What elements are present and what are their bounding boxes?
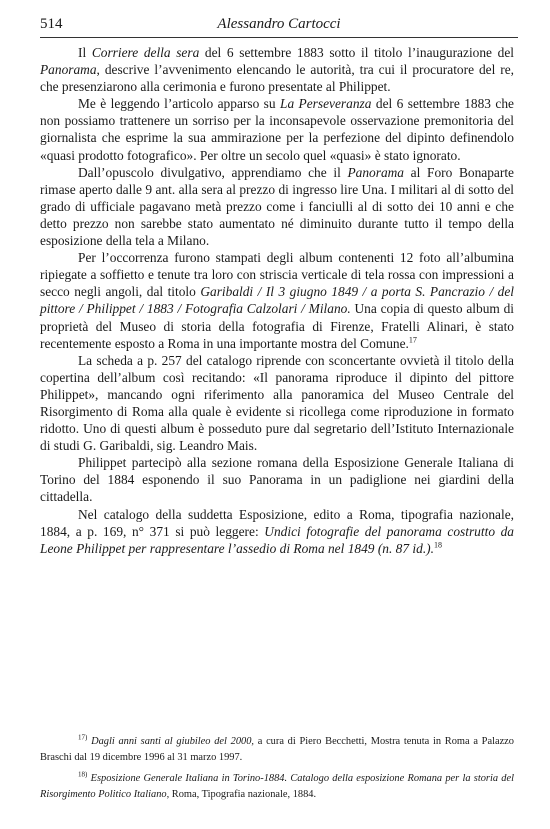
work-title: Panorama: [347, 164, 405, 180]
paragraph-2: Me è leggendo l’articolo apparso su La Perseveranza del 6 settembre 1883 che non possiamo trattenere un sorriso per la inconsapevole osservazione premonitoria del giornalista che esprime la sua ammirazione per la perfezione del dipinto definendolo «quasi prodotto fotografico». Per oltre un secolo quel «quasi» è stato ignorato.: [40, 96, 514, 163]
paragraph-6: Philippet partecipò alla sezione romana della Esposizione Generale Italiana di Torino del 1884 esponendo il suo Panorama in un padiglione nei giardini della cittadella.: [40, 455, 514, 505]
paragraph-7: Nel catalogo della suddetta Esposizione, edito a Roma, tipografia nazionale, 1884, a p. 169, n° 371 si può leggere: Undici fotografie del panorama costrutto da Leone Philippet per rappresentare l’assedio di Roma nel 1849 (n. 87 id.).$^{18}$: [40, 506, 515, 556]
footnote-ref-17: 17: [408, 335, 417, 345]
work-title: Panorama: [40, 62, 97, 78]
page-number: 514: [40, 16, 63, 32]
footnote-18: $^{18)}$ Esposizione Generale Italiana in Torino-1884. Catalogo della esposizione Romana per la storia del Risorgimento Politico Italiano, Roma, Tipografia nazionale, 1884.: [40, 770, 514, 800]
footnote-number: 18): [78, 770, 88, 779]
footnote-title: Esposizione Generale Italiana in Torino-1884. Catalogo della esposizione Romana per la storia del Risorgimento Politico Italiano,: [40, 773, 514, 800]
newspaper-title: Corriere della sera: [91, 45, 200, 60]
header-rule: [40, 37, 518, 38]
paragraph-3: Dall’opuscolo divulgativo, apprendiamo che il Panorama al Foro Bonaparte rimase aperto dalle 9 ant. alla sera al prezzo di ingresso lire Una. I militari al di sotto del grado di ufficiale pagavano metà prezzo come i fanciulli al di sotto dei 10 anni e che detto prezzo non sarebbe stato aumentato né diminuito durante tutto il tempo della esposizione della tela a Milano.: [40, 164, 515, 249]
footnote-ref-18: 18: [433, 540, 442, 550]
page-header: [40, 14, 518, 36]
footnote-17: $^{17)}$ Dagli anni santi al giubileo del 2000, a cura di Piero Becchetti, Mostra tenuta in Roma a Palazzo Braschi dal 19 dicembre 1996 al 31 marzo 1997.: [40, 733, 514, 763]
body-text: [40, 44, 514, 557]
catalogue-quote: Undici fotografie del panorama costrutto da Leone Philippet per rappresentare l’assedio di Roma nel 1849 (n. 87 id.).: [40, 523, 515, 556]
footnotes: [40, 734, 514, 808]
paragraph-5: La scheda a p. 257 del catalogo riprende con sconcertante ovvietà il titolo della copertina dell’album così recitando: «Il panorama riproduce il dipinto del pittore Philippet», mancando ogni riferimento alla panoramica del Museo Centrale del Risorgimento di Roma alla quale è evidente si ricollega come riproduzione in formato ridotto. Uno di questi album è posseduto pure dal segretario dell’Istituto Internazionale di studi G. Garibaldi, sig. Leandro Mais.: [40, 352, 514, 454]
newspaper-title: La Perseveranza: [280, 96, 372, 112]
paragraph-1: Il Corriere della sera del 6 settembre 1883 sotto il titolo l’inaugurazione del Panorama, descrive l’avvenimento elencando le autorità, tra cui il procuratore del re, che presenziarono alla cerimonia e furono presentate al Philippet.: [40, 45, 514, 95]
album-title: Garibaldi / Il 3 giugno 1849 / a porta S. Pancrazio / del pittore / Philippet / 1883 / Fotografia Calzolari / Milano.: [40, 284, 514, 317]
footnote-number: 17): [78, 733, 88, 742]
footnote-title: Dagli anni santi al giubileo del 2000,: [91, 736, 254, 747]
running-title: Alessandro Cartocci: [217, 16, 341, 32]
paragraph-4: Per l’occorrenza furono stampati degli album contenenti 12 foto all’albumina ripiegate a soffietto e tenute tra loro con striscia verticale di tela rossa con impressioni a secco negli angoli, dal titolo Garibaldi / Il 3 giugno 1849 / a porta S. Pancrazio / del pittore / Philippet / 1883 / Fotografia Calzolari / Milano. Una copia di questo album di proprietà del Museo di storia della fotografia di Firenze, Fratelli Alinari, è stato recentemente esposto a Roma in una importante mostra del Comune.$^{17}$: [40, 250, 515, 351]
